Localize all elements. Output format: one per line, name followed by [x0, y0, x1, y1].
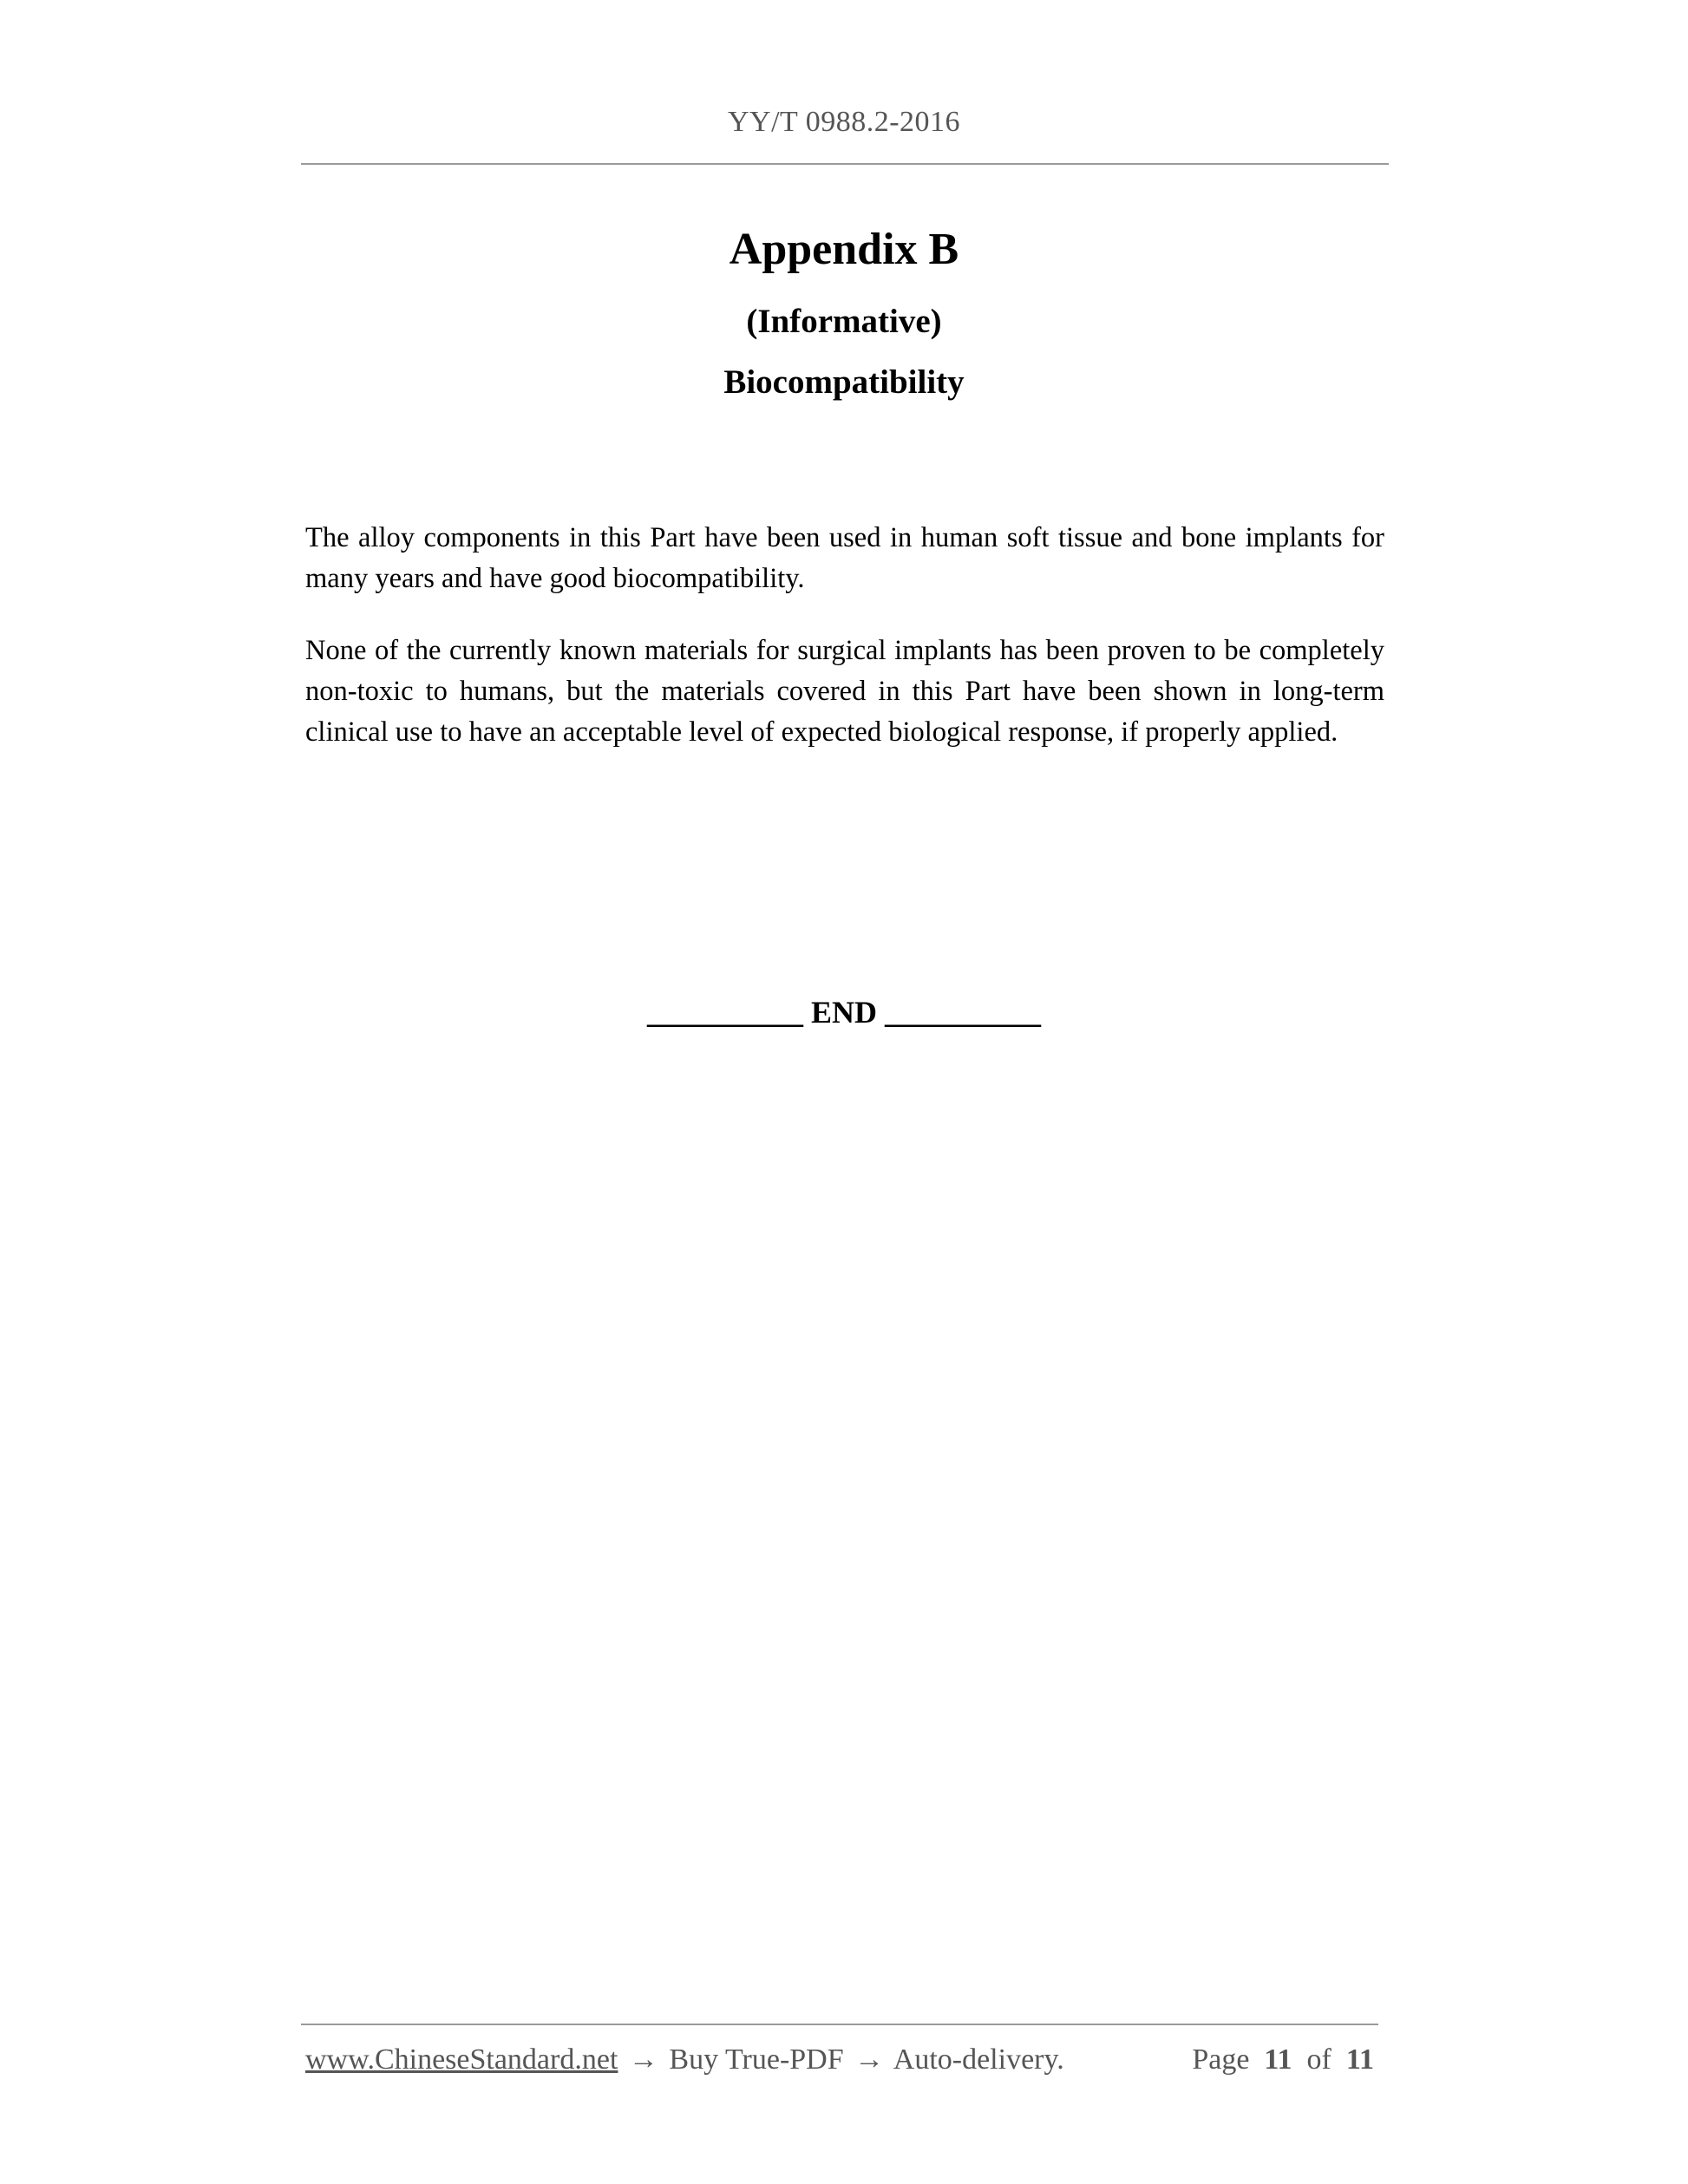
end-marker: __________ END __________	[646, 995, 1041, 1030]
page-total: 11	[1345, 2043, 1374, 2076]
auto-delivery-text: Auto-delivery.	[893, 2043, 1064, 2076]
page-indicator	[1192, 2043, 1374, 2076]
footer-divider	[301, 2024, 1378, 2025]
header-divider	[301, 163, 1389, 165]
arrow-right-icon: →	[628, 2043, 658, 2076]
standard-code-header: YY/T 0988.2-2016	[727, 106, 961, 138]
arrow-right-icon: →	[854, 2043, 885, 2076]
body-paragraph: None of the currently known materials for surgical implants has been proven to be completely non-toxic to humans, but the materials covered in this Part have been shown in long-term clinical use to have an acceptable level of expected biological response, if properly applied.	[305, 635, 1384, 748]
body-paragraph: The alloy components in this Part have been used in human soft tissue and bone implants for many years and have good biocompatibility.	[305, 522, 1384, 594]
of-label: of	[1306, 2043, 1331, 2076]
page-number: 11	[1264, 2043, 1292, 2076]
appendix-topic: Biocompatibility	[723, 363, 965, 401]
site-link[interactable]: www.ChineseStandard.net	[305, 2043, 618, 2076]
page-label: Page	[1192, 2043, 1250, 2076]
appendix-type: (Informative)	[746, 303, 942, 340]
footer-promo	[305, 2043, 1064, 2076]
appendix-title: Appendix B	[729, 225, 959, 274]
buy-pdf-text: Buy True-PDF	[669, 2043, 844, 2076]
